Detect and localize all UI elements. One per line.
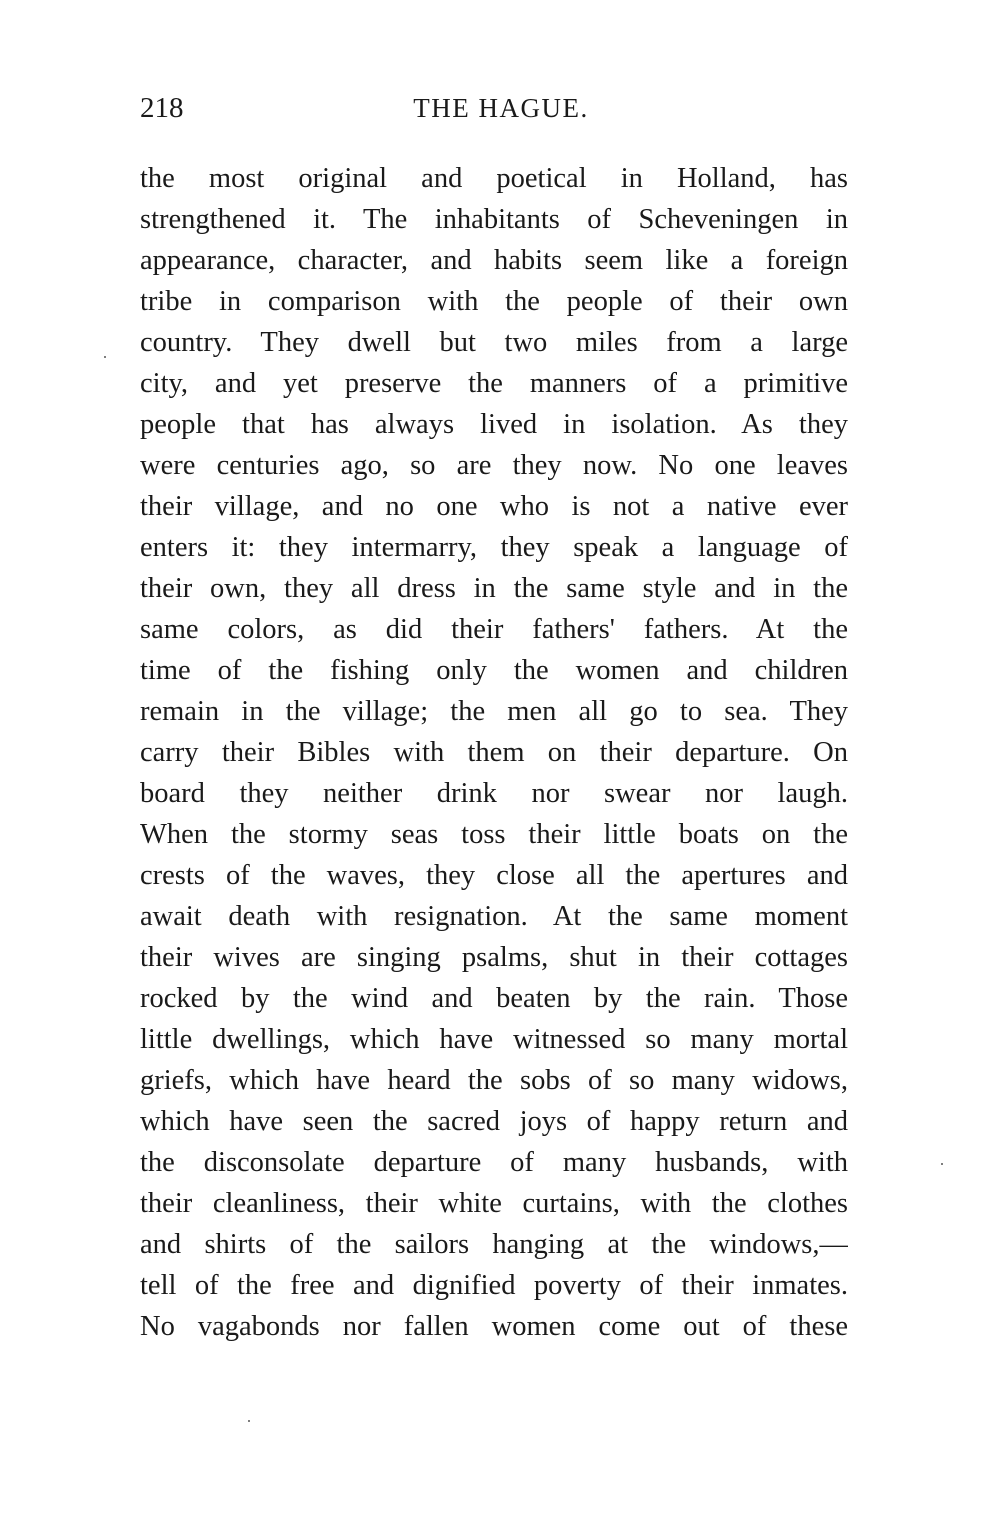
text-line: their village, and no one who is not a native ever <box>140 491 848 522</box>
text-line: were centuries ago, so are they now. No one leaves <box>140 450 848 481</box>
scan-speck <box>941 1163 943 1165</box>
body-text <box>140 158 848 1347</box>
text-line: griefs, which have heard the sobs of so many widows, <box>140 1065 848 1096</box>
text-line: and shirts of the sailors hanging at the windows,— <box>140 1229 848 1260</box>
text-line: city, and yet preserve the manners of a primitive <box>140 368 848 399</box>
text-line: When the stormy seas toss their little boats on the <box>140 819 848 850</box>
text-line: rocked by the wind and beaten by the rain. Those <box>140 983 848 1014</box>
text-line: time of the fishing only the women and children <box>140 655 848 686</box>
text-line: tribe in comparison with the people of their own <box>140 286 848 317</box>
text-line: carry their Bibles with them on their departure. On <box>140 737 848 768</box>
text-line: their own, they all dress in the same style and in the <box>140 573 848 604</box>
text-line: country. They dwell but two miles from a large <box>140 327 848 358</box>
running-head <box>140 88 848 128</box>
text-line: same colors, as did their fathers' fathers. At the <box>140 614 848 645</box>
text-line: crests of the waves, they close all the apertures and <box>140 860 848 891</box>
text-line: remain in the village; the men all go to sea. They <box>140 696 848 727</box>
text-line: their wives are singing psalms, shut in their cottages <box>140 942 848 973</box>
text-line: board they neither drink nor swear nor laugh. <box>140 778 848 809</box>
text-line: which have seen the sacred joys of happy return and <box>140 1106 848 1137</box>
text-line: No vagabonds nor fallen women come out of these <box>140 1311 848 1342</box>
text-line: their cleanliness, their white curtains, with the clothes <box>140 1188 848 1219</box>
text-line: strengthened it. The inhabitants of Scheveningen in <box>140 204 848 235</box>
scan-speck <box>248 1420 250 1422</box>
text-line: little dwellings, which have witnessed so many mortal <box>140 1024 848 1055</box>
text-line: the disconsolate departure of many husbands, with <box>140 1147 848 1178</box>
text-line: people that has always lived in isolation. As they <box>140 409 848 440</box>
text-line: tell of the free and dignified poverty of their inmates. <box>140 1270 848 1301</box>
scan-speck <box>104 356 106 358</box>
text-line: await death with resignation. At the same moment <box>140 901 848 932</box>
text-line: enters it: they intermarry, they speak a language of <box>140 532 848 563</box>
running-title: THE HAGUE. <box>413 93 589 123</box>
text-line: appearance, character, and habits seem like a foreign <box>140 245 848 276</box>
text-line: the most original and poetical in Holland, has <box>140 163 848 194</box>
page-number: 218 <box>140 92 184 124</box>
